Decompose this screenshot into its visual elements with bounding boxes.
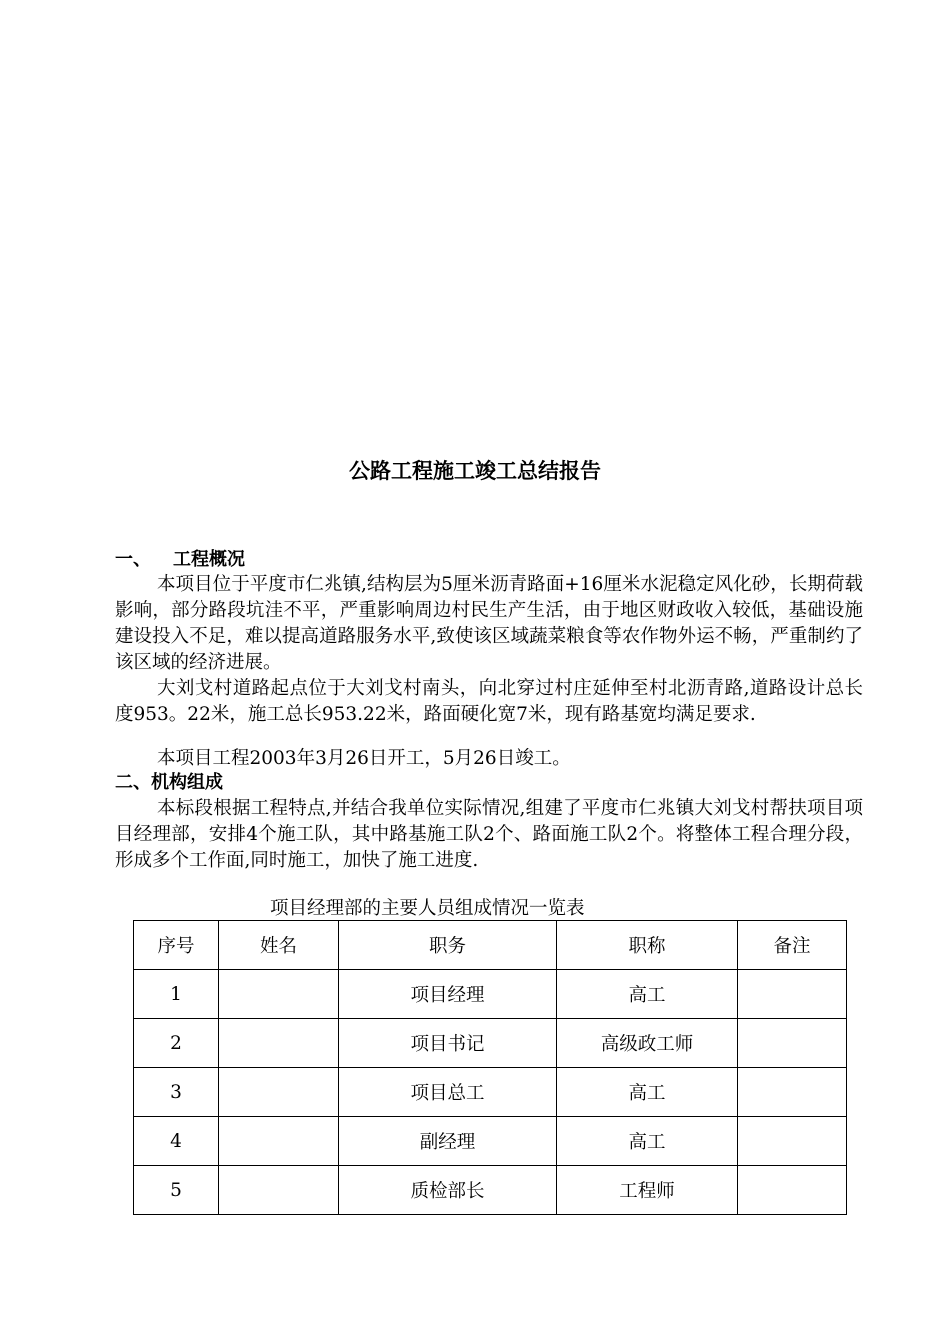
- table-row: [134, 970, 847, 1019]
- cell-index: 1: [134, 970, 219, 1019]
- cell-remark: [738, 1068, 847, 1117]
- paragraph-schedule: 本项目工程2003年3月26日开工，5月26日竣工。: [157, 748, 571, 769]
- cell-position: 质检部长: [339, 1166, 557, 1215]
- section-1-title: 工程概况: [173, 549, 245, 570]
- section-2-heading: 二、机构组成: [115, 772, 223, 793]
- cell-position: 项目经理: [339, 970, 557, 1019]
- cell-name: [219, 1166, 339, 1215]
- table-header-row: [134, 921, 847, 970]
- header-cell: 姓名: [219, 921, 339, 970]
- table-row: [134, 1019, 847, 1068]
- paragraph-project-location: 本项目位于平度市仁兆镇,结构层为5厘米沥青路面+16厘米水泥稳定风化砂，长期荷载影响，部分路段坑洼不平，严重影响周边村民生产生活，由于地区财政收入较低，基础设施建设投入不足，难以提高道路服务水平,致使该区域蔬菜粮食等农作物外运不畅，严重制约了该区域的经济进展。: [115, 574, 863, 673]
- header-cell: 序号: [134, 921, 219, 970]
- cell-index: 3: [134, 1068, 219, 1117]
- staff-table: [133, 920, 847, 1215]
- cell-index: 2: [134, 1019, 219, 1068]
- paragraph-road-description: 大刘戈村道路起点位于大刘戈村南头，向北穿过村庄延伸至村北沥青路,道路设计总长度953。22米，施工总长953.22米，路面硬化宽7米，现有路基宽均满足要求.: [115, 678, 863, 725]
- cell-name: [219, 1019, 339, 1068]
- header-cell: 职称: [557, 921, 738, 970]
- cell-title: 高工: [557, 970, 738, 1019]
- cell-position: 副经理: [339, 1117, 557, 1166]
- table-row: [134, 1068, 847, 1117]
- table-row: [134, 1117, 847, 1166]
- cell-remark: [738, 970, 847, 1019]
- header-cell: 备注: [738, 921, 847, 970]
- section-1-number: 一、: [115, 549, 151, 570]
- cell-name: [219, 1068, 339, 1117]
- cell-position: 项目书记: [339, 1019, 557, 1068]
- section-1-heading: [115, 547, 245, 573]
- table-row: [134, 1166, 847, 1215]
- cell-name: [219, 1117, 339, 1166]
- cell-title: 工程师: [557, 1166, 738, 1215]
- cell-title: 高工: [557, 1068, 738, 1117]
- cell-title: 高级政工师: [557, 1019, 738, 1068]
- cell-remark: [738, 1166, 847, 1215]
- paragraph-organization: 本标段根据工程特点,并结合我单位实际情况,组建了平度市仁兆镇大刘戈村帮扶项目项目经理部，安排4个施工队，其中路基施工队2个、路面施工队2个。将整体工程合理分段，形成多个工作面,同时施工，加快了施工进度.: [115, 798, 863, 871]
- table-caption: 项目经理部的主要人员组成情况一览表: [270, 898, 585, 919]
- header-cell: 职务: [339, 921, 557, 970]
- cell-index: 4: [134, 1117, 219, 1166]
- cell-index: 5: [134, 1166, 219, 1215]
- cell-title: 高工: [557, 1117, 738, 1166]
- report-title: 公路工程施工竣工总结报告: [349, 459, 601, 483]
- cell-position: 项目总工: [339, 1068, 557, 1117]
- cell-remark: [738, 1019, 847, 1068]
- cell-remark: [738, 1117, 847, 1166]
- cell-name: [219, 970, 339, 1019]
